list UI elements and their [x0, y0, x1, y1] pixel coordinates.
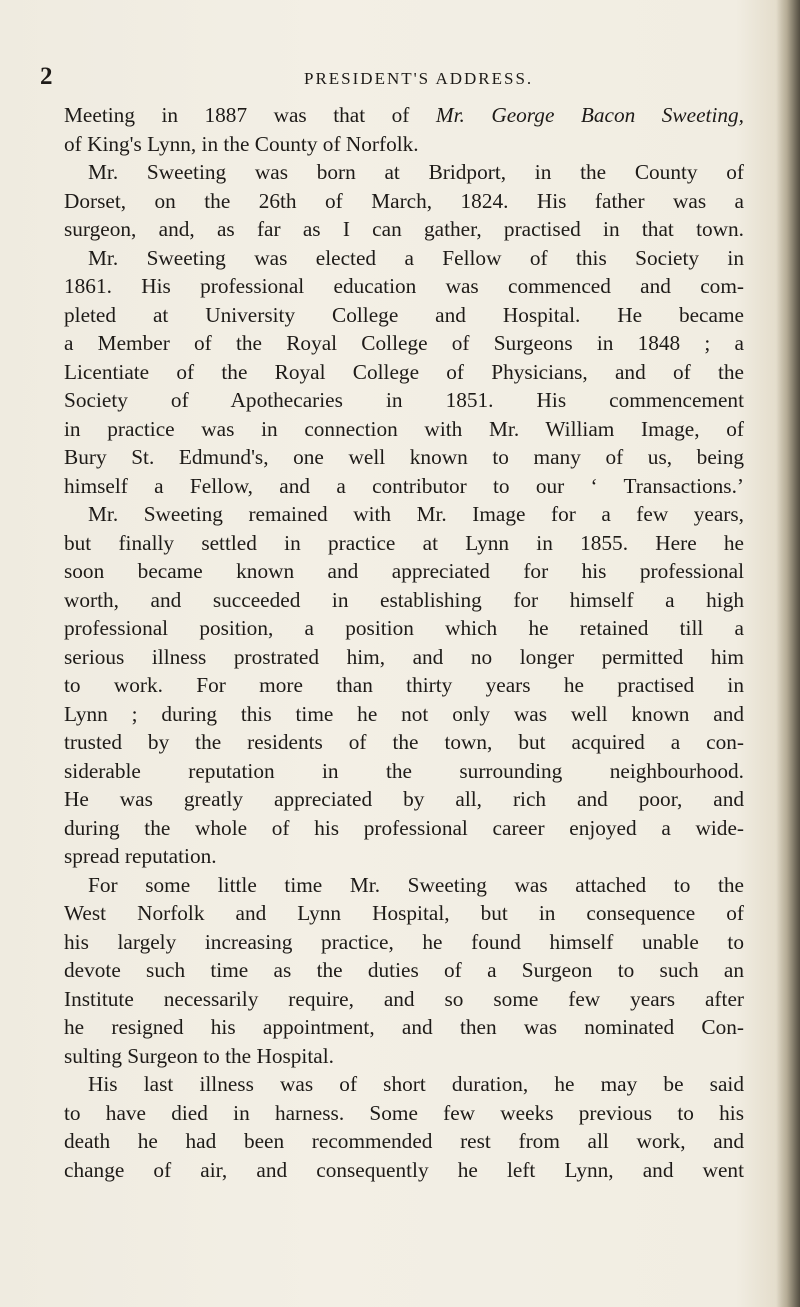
text-line: pleted at University College and Hospital. He became [64, 302, 744, 327]
text-line: Bury St. Edmund's, one well known to many of us, being [64, 445, 744, 469]
page-header [0, 62, 800, 94]
paragraph [64, 244, 744, 501]
text-line: soon became known and appreciated for his professional [64, 559, 744, 583]
text-line: West Norfolk and Lynn Hospital, but in consequence of [64, 901, 744, 925]
text-line: professional position, a position which he retained till a [64, 616, 744, 640]
text-line: to work. For more than thirty years he practised in [64, 673, 744, 697]
paragraph [64, 1070, 744, 1184]
text-line: a Member of the Royal College of Surgeons in 1848 ; a [64, 331, 744, 355]
text-line: His last illness was of short duration, he may be said [88, 1072, 744, 1096]
paragraph [64, 158, 744, 244]
text-line: surgeon, and, as far as I can gather, practised in that town. [64, 217, 744, 241]
text-line: but finally settled in practice at Lynn in 1855. Here he [64, 530, 744, 555]
text-line: He was greatly appreciated by all, rich and poor, and [64, 787, 744, 811]
text-line: trusted by the residents of the town, but acquired a con- [64, 730, 744, 754]
text-line: serious illness prostrated him, and no longer permitted him [64, 644, 744, 669]
text-line: to have died in harness. Some few weeks previous to his [64, 1100, 744, 1125]
text-line: Mr. Sweeting remained with Mr. Image for a few years, [88, 502, 744, 526]
text-line: change of air, and consequently he left Lynn, and went [64, 1157, 744, 1182]
text-line: of King's Lynn, in the County of Norfolk. [64, 131, 419, 156]
text-line: devote such time as the duties of a Surgeon to such an [64, 958, 744, 982]
text-line: he resigned his appointment, and then was nominated Con- [64, 1015, 744, 1039]
text-line: during the whole of his professional career enjoyed a wide- [64, 815, 744, 840]
text-line: spread reputation. [64, 844, 217, 868]
text-line [64, 101, 744, 130]
text-line: For some little time Mr. Sweeting was attached to the [88, 872, 744, 897]
page-number: 2 [40, 63, 53, 90]
running-head: PRESIDENT'S ADDRESS. [304, 69, 534, 88]
text-line: Mr. Sweeting was born at Bridport, in the County of [88, 160, 744, 184]
text-line: in practice was in connection with Mr. William Image, of [64, 416, 744, 441]
text-segment: Meeting in 1887 was that of [64, 103, 436, 127]
text-line: sulting Surgeon to the Hospital. [64, 1043, 334, 1068]
text-line: Institute necessarily require, and so some few years after [64, 986, 744, 1011]
page-edge-shadow [776, 0, 800, 1307]
text-line: 1861. His professional education was commenced and com- [64, 274, 744, 298]
text-line: Licentiate of the Royal College of Physicians, and of the [64, 359, 744, 384]
text-line: himself a Fellow, and a contributor to our ‘ Transactions.’ [64, 473, 744, 498]
text-line: siderable reputation in the surrounding neighbourhood. [64, 758, 744, 783]
text-line: Dorset, on the 26th of March, 1824. His father was a [64, 188, 744, 213]
italic-name: Mr. George Bacon Sweeting, [435, 103, 744, 127]
text-line: Mr. Sweeting was elected a Fellow of this Society in [88, 245, 744, 270]
paragraph [64, 871, 744, 1071]
text-line: death he had been recommended rest from all work, and [64, 1129, 744, 1153]
text-line: worth, and succeeded in establishing for himself a high [64, 587, 744, 612]
paragraph [64, 101, 744, 158]
text-line: Lynn ; during this time he not only was well known and [64, 701, 744, 726]
text-line: his largely increasing practice, he found himself unable to [64, 929, 744, 954]
text-line: Society of Apothecaries in 1851. His commencement [64, 388, 744, 412]
paragraph [64, 500, 744, 871]
body-text [64, 101, 744, 1184]
